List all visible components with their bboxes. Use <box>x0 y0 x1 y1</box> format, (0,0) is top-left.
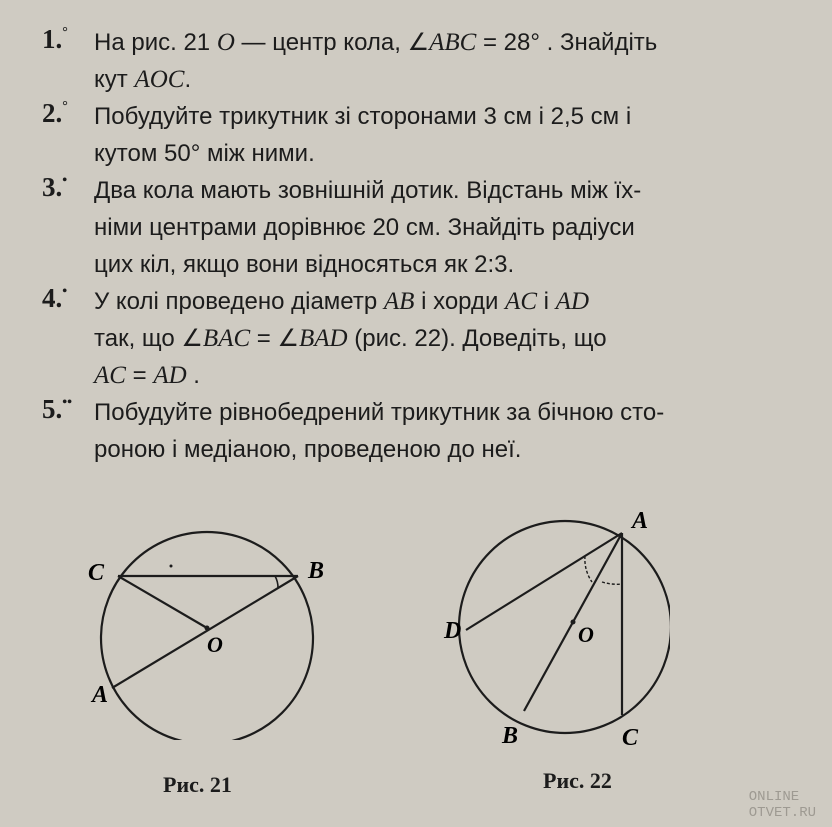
problem-line: роною і медіаною, проведеною до неї. <box>94 436 522 463</box>
problem-text <box>94 283 784 394</box>
fig22-angle-mark-2 <box>602 582 622 584</box>
problem-text <box>94 172 784 283</box>
fig22-label-a: A <box>632 508 649 534</box>
fig21-label-o: O <box>207 632 223 657</box>
watermark-line-2: OTVET.RU <box>748 805 816 821</box>
fig22-label-d: D <box>444 618 462 644</box>
fig22-label-o: O <box>578 622 594 647</box>
fig21-label-c: C <box>88 560 105 586</box>
problem-line: У колі проведено діаметр AB і хорди AC і AD <box>94 288 589 315</box>
problem-line: так, що ∠BAC = ∠BAD (рис. 22). Доведіть, що <box>94 325 607 352</box>
fig22-caption: Рис. 22 <box>543 768 612 793</box>
problem-line: німи центрами дорівнює 20 см. Знайдіть радіуси <box>94 214 635 241</box>
problem-number: 4.• <box>42 283 68 313</box>
problem-number: 2.° <box>42 98 68 128</box>
fig22-circle <box>459 521 670 733</box>
problem-line: Побудуйте рівнобедрений трикутник за бічною сто- <box>94 399 665 426</box>
figure-21 <box>70 510 370 740</box>
fig22-label-b: B <box>502 723 519 749</box>
fig22-chord-ad <box>466 533 622 630</box>
problem-line: цих кіл, якщо вони відносяться як 2:3. <box>94 251 515 278</box>
problem-line: кут AOC. <box>94 66 192 93</box>
problem-line: AC = AD . <box>94 362 200 389</box>
fig21-diameter-ba <box>112 576 298 688</box>
problem-line: Побудуйте трикутник зі сторонами 3 см і 2,5 см і <box>94 103 632 130</box>
problem-line: Два кола мають зовнішній дотик. Відстань між їх- <box>94 177 642 204</box>
problem-text <box>94 24 784 98</box>
problem-line: кутом 50° між ними. <box>94 140 315 167</box>
fig21-center-dot <box>205 626 210 631</box>
watermark-line-1: ONLINE <box>748 789 800 805</box>
problem-number: 5.•• <box>42 394 73 424</box>
fig21-segment-co <box>118 576 207 628</box>
problem-number: 3.• <box>42 172 68 202</box>
watermark <box>749 789 816 821</box>
fig21-caption: Рис. 21 <box>163 772 232 797</box>
problem-number: 1.° <box>42 24 68 54</box>
fig21-angle-mark <box>275 576 278 588</box>
problem-text <box>94 98 784 172</box>
problem-text <box>94 394 784 468</box>
figure-22 <box>440 500 670 755</box>
fig22-label-c: C <box>622 725 639 751</box>
fig22-angle-mark-1 <box>585 556 592 582</box>
fig21-label-b: B <box>308 558 325 584</box>
fig21-label-a: A <box>92 682 109 708</box>
fig21-dot <box>170 565 173 568</box>
fig22-center-dot <box>571 620 576 625</box>
problem-line: На рис. 21 O — центр кола, ∠ABC = 28° . Знайдіть <box>94 29 658 56</box>
